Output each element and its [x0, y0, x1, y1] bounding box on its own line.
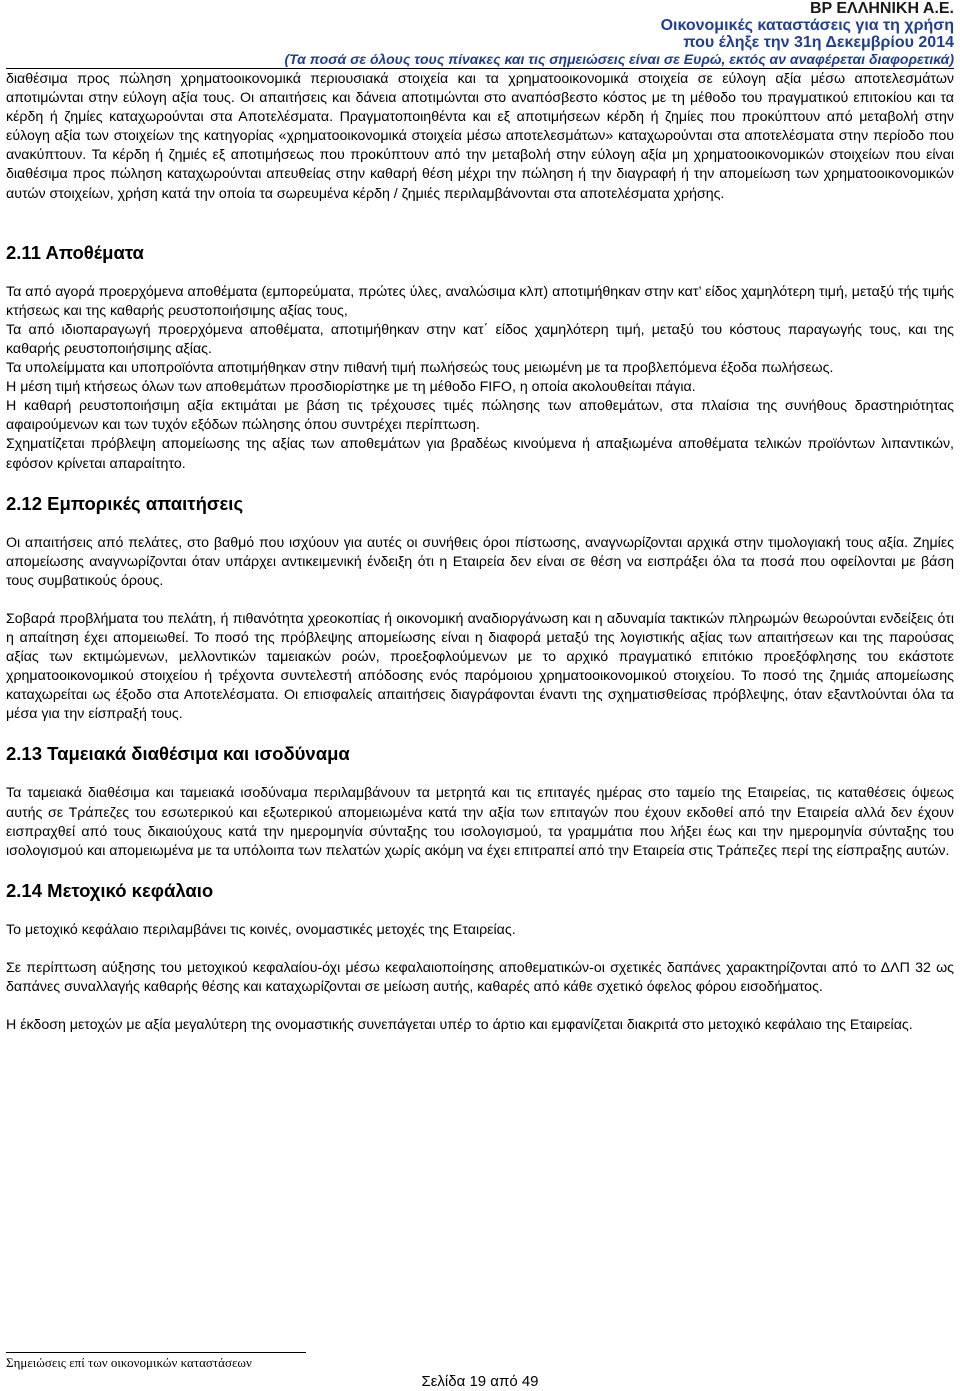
paragraph: Η καθαρή ρευστοποιήσιμη αξία εκτιμάται με βάση τις τρέχουσες τιμές πώλησης των αποθεμάτων, στα πλαίσια της συνήθους δραστηριότητας αφαιρούμενων και των τυχόν εξόδων πώλησης όπου συντρέχει περίπτωση.	[6, 398, 954, 434]
page-number: Σελίδα 19 από 49	[421, 1373, 539, 1390]
section-title: Εμπορικές απαιτήσεις	[47, 492, 244, 514]
paragraph: Τα από αγορά προερχόμενα αποθέματα (εμπορεύματα, πρώτες ύλες, αναλώσιμα κλπ) αποτιμήθηκαν στην κατ’ είδος χαμηλότερη τιμή, μεταξύ τής τιμής κτήσεως και της καθαρής ρευστοποιήσιμης αξίας τους,	[6, 283, 954, 319]
footer-divider	[6, 1352, 306, 1353]
section-number: 2.11	[6, 241, 41, 263]
paragraph: Το μετοχικό κεφάλαιο περιλαμβάνει τις κοινές, ονομαστικές μετοχές της Εταιρείας.	[6, 921, 516, 938]
section-title: Μετοχικό κεφάλαιο	[47, 879, 214, 901]
section-heading-2-13	[6, 743, 954, 765]
section-heading-2-12	[6, 493, 954, 515]
paragraph: Η έκδοση μετοχών με αξία μεγαλύτερη της ονομαστικής συνεπάγεται υπέρ το άρτιο και εμφανίζεται διακριτά στο μετοχικό κεφάλαιο της Εταιρείας.	[6, 1017, 913, 1034]
document-body	[6, 70, 954, 1035]
section-number: 2.13	[6, 743, 43, 765]
paragraph: Σοβαρά προβλήματα του πελάτη, ή πιθανότητα χρεοκοπίας ή οικονομική αναδιοργάνωση και η αδυναμία τακτικών πληρωμών θεωρούνται ενδείξεις ότι η απαίτηση έχει απομειωθεί. Το ποσό της πρόβλεψης απομείωσης είναι η διαφορά μεταξύ της λογιστικής αξίας των απαιτήσεων και της παρούσας αξίας των εκτιμώμενων, μελλοντικών ταμειακών ροών, προεξοφλούμενων με το αρχικό πραγματικό επιτόκιο προεξόφλησης του εκάστοτε χρηματοοικονομικού στοιχείου ή τρέχοντα συντελεστή απόδοσης ενός παρόμοιου χρηματοοικονομικού στοιχείου. Το ποσό της ζημιάς απομείωσης καταχωρείται ως έξοδο στα Αποτελέσματα. Οι επισφαλείς απαιτήσεις διαγράφονται έναντι της σχηματισθείσας πρόβλεψης, όταν εξαντλούνται όλα τα μέσα για την είσπραξή τους.	[6, 610, 954, 723]
company-name: BP ΕΛΛΗΝΙΚΗ Α.Ε.	[809, 0, 954, 17]
footer-note: Σημειώσεις επί των οικονομικών καταστάσεων	[6, 1355, 252, 1370]
currency-note: (Τα ποσά σε όλους τους πίνακες και τις σημειώσεις είναι σε Ευρώ, εκτός αν αναφέρεται διαφορετικά)	[284, 51, 954, 67]
paragraph: Τα ταμειακά διαθέσιμα και ταμειακά ισοδύναμα περιλαμβάνουν τα μετρητά και τις επιταγές ημέρας στο ταμείο της Εταιρείας, τις καταθέσεις όψεως αυτής σε Τράπεζες του εσωτερικού και εξωτερικού απομειωμένα κατά την αξία των επιταγών που έχουν εκδοθεί από την Εταιρεία αλλά δεν έχουν εισπραχθεί από τους δικαιούχους κατά την ημερομηνία σύνταξης του ισολογισμού, τα γραμμάτια που λήξει έως και την ημερομηνία σύνταξης του ισολογισμού και απομειωμένα με τα υπόλοιπα των πελατών χωρίς ακόμη να έχει επιτραπεί από την Εταιρεία στις Τράπεζες περί της είσπραξης αυτών.	[6, 785, 954, 859]
section-heading-2-14	[6, 880, 954, 902]
report-period: που έληξε την 31η Δεκεμβρίου 2014	[683, 34, 954, 51]
header-divider	[6, 68, 954, 69]
section-heading-2-11	[6, 242, 954, 264]
intro-paragraph: διαθέσιμα προς πώληση χρηματοοικονομικά περιουσιακά στοιχεία και τα χρηματοοικονομικά στοιχεία σε εύλογη αξία μέσω αποτελεσμάτων αποτιμώνται στην εύλογη αξία τους. Οι απαιτήσεις και δάνεια αποτιμώνται στο αναπόσβεστο κόστος με τη μέθοδο του πραγματικού επιτοκίου και τα κέρδη ή ζημίες καταχωρούνται στα Αποτελέσματα. Πραγματοποιηθέντα και εξ αποτιμήσεων κέρδη ή ζημίες που προκύπτουν από μεταβολή στην εύλογη αξία των στοιχείων της κατηγορίας «χρηματοοικονομικά στοιχεία μέσω αποτελεσμάτων» καταχωρούνται στα αποτελέσματα στην περίοδο που ανακύπτουν. Τα κέρδη ή ζημιές εξ αποτιμήσεως που προκύπτουν από την μεταβολή στην εύλογη αξία μη χρηματοοικονομικών στοιχείων που είναι διαθέσιμα προς πώληση καταχωρούνται απευθείας στην καθαρή θέση μέχρι την πώληση ή την διαγραφή ή την απομείωση των χρηματοοικονομικών αυτών στοιχείων, χρήση κατά την οποία τα σωρευμένα κέρδη / ζημιές περιλαμβάνονται στα αποτελέσματα χρήσης.	[6, 71, 954, 202]
section-title: Αποθέματα	[45, 241, 144, 263]
page-header	[6, 0, 954, 67]
section-number: 2.12	[6, 492, 43, 514]
paragraph: Σχηματίζεται πρόβλεψη απομείωσης της αξίας των αποθεμάτων για βραδέως κινούμενα ή απαξιωμένα αποθέματα τελικών προϊόντων λιπαντικών, εφόσον κρίνεται απαραίτητο.	[6, 436, 954, 472]
section-title: Ταμειακά διαθέσιμα και ισοδύναμα	[47, 743, 350, 765]
paragraph: Η μέση τιμή κτήσεως όλων των αποθεμάτων προσδιορίστηκε με τη μέθοδο FIFO, η οποία ακολουθείται πάγια.	[6, 379, 696, 396]
paragraph: Τα από ιδιοπαραγωγή προερχόμενα αποθέματα, αποτιμήθηκαν στην κατ΄ είδος χαμηλότερη τιμή, μεταξύ του κόστους παραγωγής τους, και της καθαρής ρευστοποιήσιμης αξίας.	[6, 321, 954, 357]
paragraph: Οι απαιτήσεις από πελάτες, στο βαθμό που ισχύουν για αυτές οι συνήθεις όροι πίστωσης, αναγνωρίζονται αρχικά στην τιμολογιακή τους αξία. Ζημίες απομείωσης αναγνωρίζονται όταν υπάρχει αντικειμενική ένδειξη ότι η Εταιρεία δεν είναι σε θέση να εισπράξει όλα τα ποσά που οφείλονται με βάση τους συμβατικούς όρους.	[6, 534, 954, 589]
spacer	[6, 223, 954, 242]
page-footer	[6, 1352, 954, 1371]
paragraph: Σε περίπτωση αύξησης του μετοχικού κεφαλαίου-όχι μέσω κεφαλαιοποίησης αποθεματικών-οι σχετικές δαπάνες χαρακτηρίζονται από το ΔΛΠ 32 ως δαπάνες συναλλαγής καθαρής θέσης και καταχωρίζονται σε μείωση αυτής, καθαρές από κάθε σχετικό όφελος φόρου εισοδήματος.	[6, 959, 954, 995]
paragraph: Τα υπολείμματα και υποπροϊόντα αποτιμήθηκαν στην πιθανή τιμή πωλήσεώς τους μειωμένη με τα προβλεπόμενα έξοδα πωλήσεως.	[6, 360, 834, 377]
report-title: Οικονομικές καταστάσεις για τη χρήση	[660, 17, 954, 34]
section-number: 2.14	[6, 879, 43, 901]
